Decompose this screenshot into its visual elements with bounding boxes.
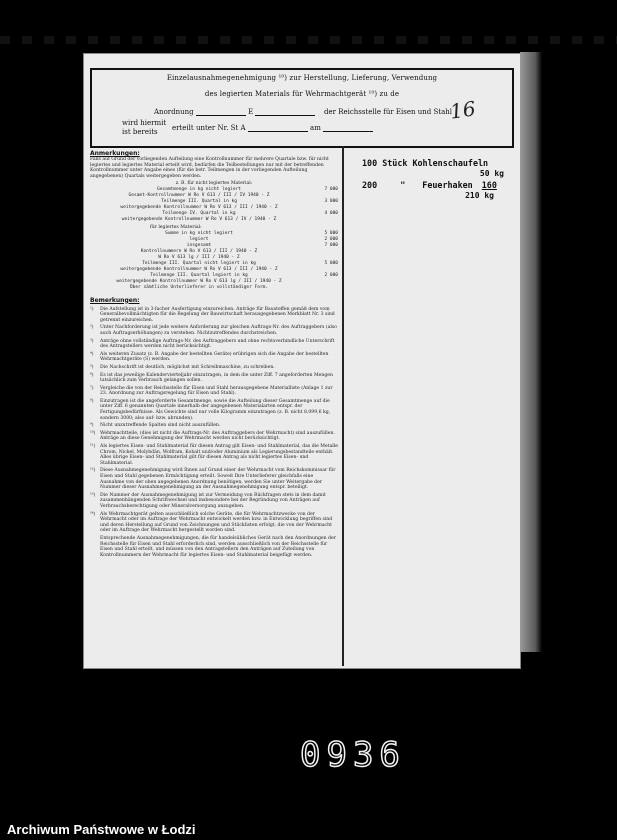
note-text: Die Aufstellung ist in 3-facher Ausfertigung einzureichen. Anträge für Bausteffen gemäß dem vom Generalbevollmächtigten für die Regelung der Bauwirtschaft herausgegebenen Merkblatt Nr. 3 sind getrennt einzureichen. (100, 306, 335, 323)
order-row-1-text: Stück Kohlenschaufeln (382, 158, 489, 168)
note-item (90, 423, 338, 429)
film-sprocket-strip (0, 36, 617, 44)
note-number: ⁴) (90, 351, 94, 357)
calc2-value (308, 285, 338, 291)
note-text: Unter Nachforderung ist jede weitere Anforderung zur gleichen Auftrags-Nr. des Auftraggebers (also auch Auftragserhöhungen) zu verstehen. Nichtzutreffendes durchstreichen. (100, 325, 337, 336)
calc1-value (308, 217, 338, 223)
anmerkungen-title: Anmerkungen: (90, 150, 140, 157)
note-text: Die Nummer der Ausnahmegenehmigung ist zur Vermeidung von Rückfragen stets in dem damit zusammenhängenden Schriftwechsel und insbesondere bei der Begründung von Anträgen auf Verbrauchsberechtigung oder Mineralversorgung anzugeben. (100, 492, 326, 509)
note-text: Als Wehrmachtgerät gelten ausschließlich solche Geräte, die für Wehrmachtzwecke von der Wehrmacht oder im Auftrage der Wehrmacht entwickelt werden bzw. in Entwicklung begriffen sind und deren Herstellung auf Grund von Zeichnungen und Stücklisten erfolgt, die von der Wehrmacht oder im Auftrage der Wehrmacht hergestellt worden sind. (100, 511, 333, 534)
archive-name: Archiwum Państwowe w Łodzi (7, 822, 196, 837)
document-page (84, 54, 520, 668)
calc-example-1 (90, 187, 338, 223)
calc1-label: weitergegebende Kontrollnummer W Ro V 613 / IV / 1940 - Z (121, 216, 277, 222)
note-number: ¹⁴) (90, 511, 96, 517)
calc2-label: Summe in kg nicht legiert (165, 230, 233, 236)
wird-hiermit-text: wird hiermit (122, 119, 167, 127)
calc1-value: 3 000 (324, 198, 338, 204)
note-text: Diese Ausnahmegenehmigung wird Ihnen auf Grund einer der Wehrmacht vom Reichskommissar für Eisen und Stahl gegebenen Ermächtigung erteilt. Soweit Ihre Unterlieferer gleichfalls eine Ausnahme von der oben angegebenen Anordnung benötigen, werden Sie unter Weitergabe der Nummer dieser Ausnahmegenehmigung an der Ausnahmegenehmigung entspr. beteiligt. (100, 468, 336, 491)
calc2-label: insgesamt (186, 242, 212, 248)
order-row-2-mark: 160 (481, 180, 497, 190)
ditto-mark: " (400, 180, 406, 190)
note-number: ⁹) (90, 423, 94, 429)
calc1-label: Gesamtmenge in kg nicht legiert (157, 186, 241, 192)
column-divider (342, 146, 344, 666)
calc2-value: 5 000 (324, 230, 338, 236)
calc2-label: Kontrollnummern W Ro V 613 / III / 1940 - Z (140, 248, 258, 254)
order-row-2-text: Feuerhaken (422, 180, 473, 190)
am-label: am (310, 124, 321, 132)
calc1-row (90, 217, 338, 223)
order-row-2 (362, 180, 512, 191)
calc2-label: Über sämtliche Unterlieferer in vollständiger Form. (129, 284, 269, 290)
calc2-label: W Ro V 613 lg / III / 1940 - Z (158, 254, 240, 260)
note-item (90, 399, 338, 421)
erteilt-label: erteilt unter Nr. St A (172, 124, 246, 132)
note-number: ¹²) (90, 468, 96, 474)
note-text: Entsprechende Ausnahmegenehmigungen, die für handelsübliches Gerät nach den Anordnungen der Reichsstelle für Eisen und Stahl erforderlich sind, werden ausschließlich von der Reichsstelle für Eisen und Stahl erteilt, und müssen von den Antragstellern den Anträgen auf Zuteilung von Kontrollnummern der Wehrmacht für legiertes Eisen- und Stahlmaterial beigefügt werden. (100, 535, 336, 558)
note-item (90, 352, 338, 363)
note-number: ⁸) (90, 398, 94, 404)
note-item (90, 536, 338, 558)
note-item (90, 431, 338, 442)
example2-title: für legiertes Material: (150, 224, 202, 230)
calc1-value: 7 000 (324, 186, 338, 192)
note-item (90, 493, 338, 510)
note-number: ¹) (90, 306, 94, 312)
remarks-column (90, 150, 338, 560)
note-text: Als weiteren Zusatz (z. B. Angabe der bestellten Geräte) erübrigen sich die Angabe der bestellten Wehrmachtgeräte (S) werden. (100, 351, 329, 363)
order-row-1-weight: 50 kg (479, 169, 504, 178)
note-item (90, 386, 338, 397)
note-text: Es ist das jeweilige Kalendervierteljahr einzutragen, in dem die unter Ziff. 7 angeforderten Mengen tatsächlich zum Verbrauch gelangen sollen. (100, 372, 333, 384)
calc2-value: 2 000 (324, 236, 338, 242)
reichsstelle-text: der Reichsstelle für Eisen und Stahl (324, 108, 452, 116)
calc1-label: weitergegebende Kontrollnummer W Ro V 613 / III / 1940 - Z (120, 204, 278, 210)
note-number: ⁷) (90, 385, 94, 391)
calc2-row (90, 285, 338, 291)
calc1-value: 4 000 (324, 210, 338, 216)
header-title-line: Einzelausnahmegenehmigung ¹⁰) zur Herstellung, Lieferung, Verwendung (166, 74, 438, 82)
note-text: Vergleiche die von der Reichsstelle für Eisen und Stahl herausgegebene Materialliste (Anlage 1 zur 23. Anordnung zur Auftragsregelung für Eisen und Stahl). (100, 385, 333, 397)
note-number: ¹³) (90, 492, 96, 498)
page-edge-shadow (520, 52, 542, 652)
order-column (362, 158, 512, 200)
example1-title: z. B. für nicht legiertes Material: (175, 181, 253, 187)
order-row-2-qty: 200 (362, 180, 378, 190)
note-item (90, 512, 338, 534)
order-row-2-weight: 210 kg (465, 191, 494, 200)
note-item (90, 365, 338, 371)
note-text: Wehrmachtteile, (dies ist nicht die Auftrags-Nr. des Auftraggebers der Wehrmacht) sind auszufüllen. Anträge an diese Genehmigung der Wehrmacht werden nicht berücksichtigt. (100, 430, 335, 442)
note-text: Einzutragen ist die angeforderte Gesamtmenge, sowie die Aufteilung dieser Gesamtmenge auf die unter Ziff. 6 genannten Quartale innerhalb der angegebenen Materialarten entspr. der Fertigungsbedürfnisse. Als Gewichte sind nur volle Kilogramm einzutragen (z. B. nicht 8,099,6 kg, sondern 3000; also auf- bzw. abrunden). (100, 398, 331, 421)
film-frame-number (300, 735, 406, 775)
note-text: Anträge ohne vollständige Auftrags-Nr. des Auftraggebers und ohne rechtsverbindliche Unterschrift des Antragstellers werden nicht berücksichtigt. (100, 338, 335, 350)
order-row-1 (362, 158, 512, 169)
anordnung-value: E (248, 108, 254, 116)
note-number: ³) (90, 338, 94, 344)
calc2-label: Teilmenge III. Quartal legiert in kg (150, 272, 248, 278)
note-number: ²) (90, 325, 94, 331)
archive-footer (0, 818, 617, 840)
note-item (90, 307, 338, 324)
note-item (90, 339, 338, 350)
note-item (90, 325, 338, 336)
ist-bereits-text: ist bereits (122, 128, 158, 136)
notes-list (90, 307, 338, 559)
film-number-text: 0936 (300, 735, 406, 775)
calc1-label: Teilmenge III. Quartal in kg (161, 198, 237, 204)
note-item (90, 373, 338, 384)
calc1-label: Gesamt-Kontrollnummer W Ro V 613 / III / IV 1940 - Z (128, 192, 270, 198)
calc2-value: 7 000 (324, 242, 338, 248)
anordnung-field (154, 108, 315, 116)
note-text: Nicht unzutreffende Spalten sind nicht auszufüllen. (100, 423, 221, 429)
anordnung-label: Anordnung (154, 108, 194, 116)
bemerkungen-title: Bemerkungen: (90, 296, 140, 304)
note-number (90, 536, 100, 558)
note-number: ¹¹) (90, 444, 96, 450)
calc2-label: weitergegebende Kontrollnummer W Ro V 613 lg / III / 1940 - Z (116, 278, 282, 284)
calc2-label: legiert (189, 236, 209, 242)
calc1-label: Teilmenge IV. Quartal in kg (162, 210, 236, 216)
note-number: ⁶) (90, 372, 94, 378)
erteilt-field (172, 124, 373, 132)
header-subtitle-line: des legierten Materials für Wehrmachtgerät ¹⁰) zu de (204, 90, 400, 98)
note-item (90, 468, 338, 490)
note-item (90, 444, 338, 466)
note-number: ¹⁰) (90, 430, 96, 436)
note-number: ⁵) (90, 364, 94, 370)
note-text: Die Nachschrift ist deutlich, möglichst mit Schreibmaschine, zu schreiben. (100, 364, 275, 370)
calc2-label: weitergegebende Kontrollnummer W Ro V 613 / III / 1940 - Z (120, 266, 278, 272)
anmerkungen-intro: Falls auf Grund der vorliegenden Aufteilung eine Kontrollnummer für mehrere Quartale bzw. für nicht legiertes und legiertes Material erteilt wird, bedürfen die Teilbestellungen nur mit der betreffenden Kontrollnummer unter Angabe eines (für die betr. Teilmengen in der vorliegenden Aufteilung angegebenen) Quartals weitergegeben werden. (90, 157, 329, 179)
calc2-label: Teilmenge III. Quartal nicht legiert in kg (142, 260, 256, 266)
note-text: Als legiertes Eisen- und Stahlmaterial für diesen Antrag gilt Eisen- und Stahlmaterial, das die Metalle Chrom, Nickel, Molybdän, Wolfram, Kobalt und/oder Aluminium als Legierungsbestandteile enthält. Alles übrige Eisen- und Stahlmaterial gilt für diesen Antrag als nicht legiertes Eisen- und Stahlmaterial. (100, 444, 338, 466)
order-row-1-qty: 100 (362, 158, 378, 168)
calc2-value: 2 000 (324, 272, 338, 278)
calc2-value: 5 000 (324, 260, 338, 266)
handwritten-mark: 16 (448, 96, 477, 124)
calc-example-2 (90, 231, 338, 291)
